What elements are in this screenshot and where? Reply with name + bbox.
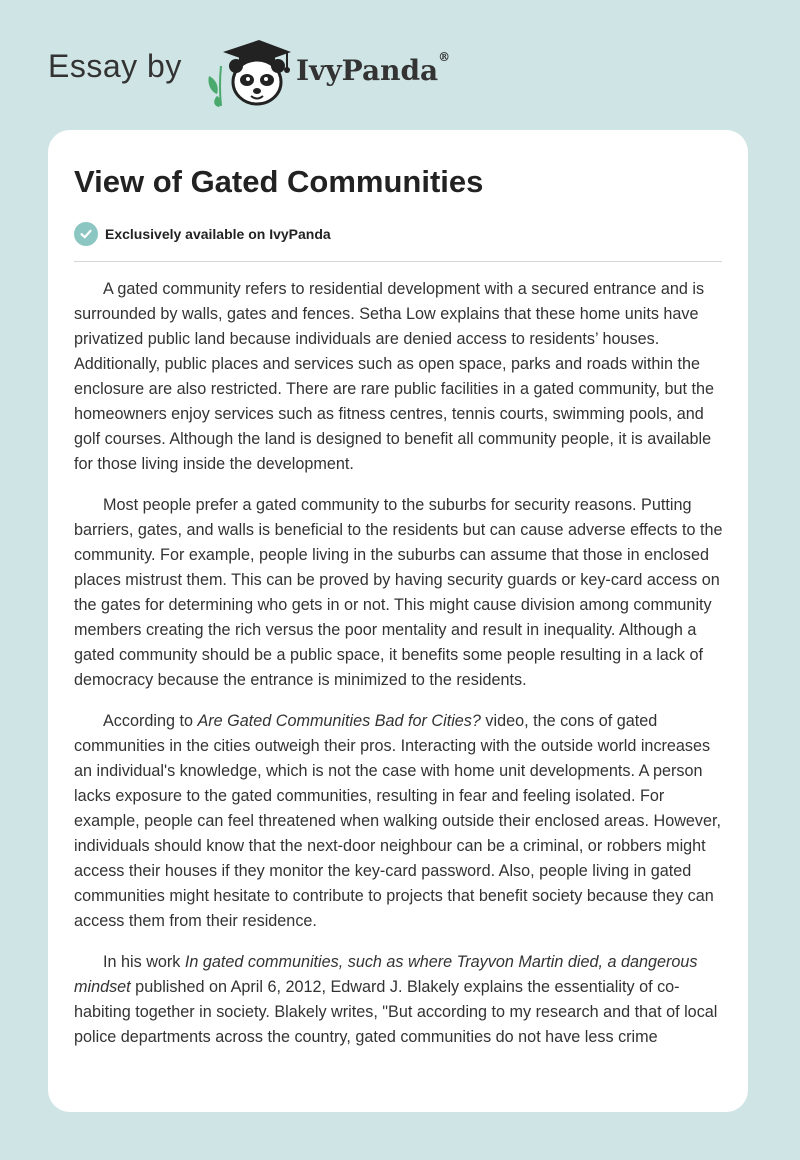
essay-by-label: Essay by (48, 48, 182, 84)
paragraph: In his work In gated communities, such as where Trayvon Martin died, a dangerous mindset published on April 6, 2012, Edward J. Blakely explains the essentiality of co-habiting together in society. Blakely writes, "But according to my research and that of local police departments across the country, gated communities do not have less crime (74, 953, 718, 1046)
paragraph: According to Are Gated Communities Bad for Cities? video, the cons of gated communities in the cities outweigh their pros. Interacting with the outside world increases an individual's knowledge, which is not the case with home unit developments. A person lacks exposure to the gated communities, resulting in fear and feeling isolated. For example, people can feel threatened when walking outside their enclosed areas. However, individuals should know that the next-door neighbour can be a criminal, or robbers might access their houses if they monitor the key-card password. Also, people living in gated communities might hesitate to contribute to projects that benefit society because they can access them from their residence. (74, 712, 722, 930)
page-title: View of Gated Communities (74, 164, 484, 199)
paragraph: A gated community refers to residential development with a secured entrance and is surrounded by walls, gates and fences. Setha Low explains that these home units have privatized public land because individuals are denied access to residents’ houses. Additionally, public places and services such as open space, parks and roads within the enclosure are also restricted. There are rare public facilities in a gated community, but the homeowners enjoy services such as fitness centres, tennis courts, swimming pools, and golf courses. Although the land is designed to benefit all community people, it is available for those living inside the development. (74, 280, 715, 473)
check-icon (74, 222, 98, 246)
panda-graduate-icon (203, 36, 293, 108)
site-header (48, 36, 508, 108)
article-title-reference: In gated communities, such as where Trayvon Martin died, a dangerous mindset (74, 953, 698, 996)
exclusive-badge (74, 222, 331, 246)
paragraph: Most people prefer a gated community to the suburbs for security reasons. Putting barriers, gates, and walls is beneficial to the residents but can cause adverse effects to the community. For example, people living in the suburbs can assume that those in enclosed places mistrust them. This can be proved by having security guards or key-card access on the gates for determining who gets in or not. This might cause division among community members creating the rich versus the poor mentality and result in inequality. Although a gated community should be a public space, it benefits some people resulting in a lack of democracy because the entrance is minimized to the residents. (74, 496, 723, 689)
exclusive-badge-label: Exclusively available on IvyPanda (105, 226, 331, 242)
essay-card (48, 130, 748, 1112)
brand-logo-text[interactable]: IvyPanda® (296, 50, 451, 87)
essay-body (74, 277, 724, 1066)
divider (74, 261, 722, 262)
video-title: Are Gated Communities Bad for Cities? (197, 712, 481, 730)
